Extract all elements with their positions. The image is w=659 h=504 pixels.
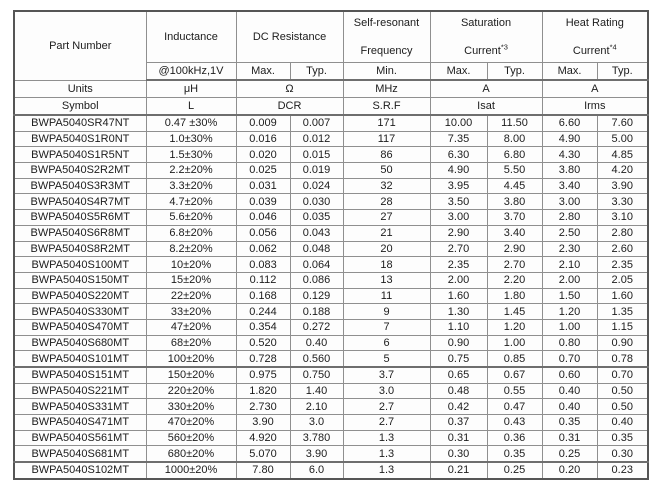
- cell-isat-typ: 0.43: [487, 415, 542, 431]
- cell-isat-max: 4.90: [430, 163, 487, 179]
- cell-dcr-typ: 0.086: [290, 272, 343, 288]
- cell-isat-max: 3.50: [430, 194, 487, 210]
- header-irms-typ: Typ.: [597, 63, 648, 81]
- cell-srf-min: 7: [343, 319, 430, 335]
- cell-irms-max: 0.70: [542, 351, 597, 367]
- cell-dcr-typ: 0.035: [290, 210, 343, 226]
- cell-inductance: 1.5±30%: [146, 147, 236, 163]
- cell-inductance: 220±20%: [146, 383, 236, 399]
- cell-isat-max: 0.30: [430, 446, 487, 462]
- cell-dcr-typ: 0.024: [290, 178, 343, 194]
- header-inductance-condition: @100kHz,1V: [146, 63, 236, 81]
- cell-dcr-typ: 0.007: [290, 115, 343, 131]
- cell-isat-max: 1.30: [430, 304, 487, 320]
- cell-part-number: BWPA5040S4R7MT: [14, 194, 146, 210]
- cell-part-number: BWPA5040S681MT: [14, 446, 146, 462]
- table-row: [14, 367, 648, 383]
- cell-srf-min: 2.7: [343, 415, 430, 431]
- cell-dcr-max: 1.820: [236, 383, 290, 399]
- cell-part-number: BWPA5040S3R3MT: [14, 178, 146, 194]
- table-row: [14, 210, 648, 226]
- cell-srf-min: 117: [343, 131, 430, 147]
- header-heat-rating-line2: Current$^{*4}$: [572, 41, 617, 57]
- cell-part-number: BWPA5040S150MT: [14, 272, 146, 288]
- table-row: [14, 257, 648, 273]
- cell-irms-typ: 2.35: [597, 257, 648, 273]
- cell-isat-typ: 0.47: [487, 399, 542, 415]
- cell-inductance: 5.6±20%: [146, 210, 236, 226]
- cell-part-number: BWPA5040S470MT: [14, 319, 146, 335]
- header-part-number-label: Part Number: [49, 39, 112, 52]
- cell-isat-max: 0.21: [430, 462, 487, 479]
- table-row: [14, 430, 648, 446]
- header-saturation-line1: Saturation: [460, 16, 512, 29]
- cell-isat-max: 6.30: [430, 147, 487, 163]
- header-irms-max: Max.: [542, 63, 597, 81]
- cell-irms-max: 0.40: [542, 399, 597, 415]
- cell-dcr-max: 5.070: [236, 446, 290, 462]
- cell-inductance: 6.8±20%: [146, 225, 236, 241]
- cell-dcr-typ: 3.0: [290, 415, 343, 431]
- table-row: [14, 319, 648, 335]
- cell-isat-max: 0.42: [430, 399, 487, 415]
- cell-part-number: BWPA5040S331MT: [14, 399, 146, 415]
- cell-inductance: 1.0±30%: [146, 131, 236, 147]
- cell-isat-typ: 5.50: [487, 163, 542, 179]
- table-row: [14, 163, 648, 179]
- cell-isat-max: 2.00: [430, 272, 487, 288]
- cell-irms-max: 0.60: [542, 367, 597, 383]
- cell-irms-max: 0.25: [542, 446, 597, 462]
- cell-isat-max: 1.10: [430, 319, 487, 335]
- cell-irms-typ: 2.80: [597, 225, 648, 241]
- header-saturation-line2: Current$^{*3}$: [464, 41, 508, 57]
- cell-part-number: BWPA5040S6R8MT: [14, 225, 146, 241]
- cell-irms-typ: 0.50: [597, 399, 648, 415]
- units-inductance: μH: [146, 80, 236, 98]
- cell-inductance: 150±20%: [146, 367, 236, 383]
- cell-isat-typ: 3.70: [487, 210, 542, 226]
- cell-srf-min: 18: [343, 257, 430, 273]
- cell-irms-max: 0.31: [542, 430, 597, 446]
- cell-srf-min: 27: [343, 210, 430, 226]
- symbol-label: Symbol: [14, 98, 146, 116]
- cell-isat-typ: 4.45: [487, 178, 542, 194]
- cell-inductance: 680±20%: [146, 446, 236, 462]
- cell-srf-min: 50: [343, 163, 430, 179]
- units-dcr: Ω: [236, 80, 343, 98]
- cell-srf-min: 3.7: [343, 367, 430, 383]
- symbol-srf: S.R.F: [343, 98, 430, 116]
- units-isat: A: [430, 80, 542, 98]
- cell-srf-min: 32: [343, 178, 430, 194]
- cell-srf-min: 6: [343, 335, 430, 351]
- cell-isat-typ: 0.55: [487, 383, 542, 399]
- header-self-resonant-frequency: [343, 11, 430, 63]
- cell-isat-max: 2.90: [430, 225, 487, 241]
- cell-isat-max: 10.00: [430, 115, 487, 131]
- table-header: [14, 11, 648, 115]
- table-row: [14, 194, 648, 210]
- cell-dcr-typ: 2.10: [290, 399, 343, 415]
- spec-table: [13, 10, 649, 480]
- cell-inductance: 22±20%: [146, 288, 236, 304]
- cell-isat-max: 3.95: [430, 178, 487, 194]
- cell-srf-min: 1.3: [343, 462, 430, 479]
- header-srf-line2: Frequency: [360, 44, 413, 57]
- cell-irms-max: 0.80: [542, 335, 597, 351]
- cell-inductance: 560±20%: [146, 430, 236, 446]
- table-row: [14, 335, 648, 351]
- cell-part-number: BWPA5040S100MT: [14, 257, 146, 273]
- cell-inductance: 47±20%: [146, 319, 236, 335]
- cell-irms-max: 3.80: [542, 163, 597, 179]
- cell-part-number: BWPA5040S221MT: [14, 383, 146, 399]
- cell-part-number: BWPA5040S151MT: [14, 367, 146, 383]
- cell-part-number: BWPA5040S1R0NT: [14, 131, 146, 147]
- units-label: Units: [14, 80, 146, 98]
- cell-irms-typ: 4.85: [597, 147, 648, 163]
- cell-irms-typ: 5.00: [597, 131, 648, 147]
- cell-isat-max: 3.00: [430, 210, 487, 226]
- table-row: [14, 446, 648, 462]
- cell-dcr-max: 0.244: [236, 304, 290, 320]
- cell-dcr-typ: 0.064: [290, 257, 343, 273]
- symbol-isat: Isat: [430, 98, 542, 116]
- table-row: [14, 147, 648, 163]
- cell-irms-max: 0.35: [542, 415, 597, 431]
- cell-part-number: BWPA5040S220MT: [14, 288, 146, 304]
- cell-irms-typ: 0.40: [597, 415, 648, 431]
- cell-dcr-max: 2.730: [236, 399, 290, 415]
- cell-irms-typ: 0.23: [597, 462, 648, 479]
- cell-irms-max: 1.00: [542, 319, 597, 335]
- cell-srf-min: 20: [343, 241, 430, 257]
- cell-dcr-typ: 0.272: [290, 319, 343, 335]
- cell-isat-max: 0.48: [430, 383, 487, 399]
- header-inductance: [146, 11, 236, 63]
- cell-srf-min: 21: [343, 225, 430, 241]
- cell-isat-typ: 11.50: [487, 115, 542, 131]
- cell-isat-max: 2.35: [430, 257, 487, 273]
- cell-inductance: 10±20%: [146, 257, 236, 273]
- cell-isat-max: 7.35: [430, 131, 487, 147]
- cell-dcr-max: 4.920: [236, 430, 290, 446]
- cell-dcr-max: 0.354: [236, 319, 290, 335]
- cell-irms-max: 4.30: [542, 147, 597, 163]
- cell-dcr-typ: 0.750: [290, 367, 343, 383]
- cell-irms-typ: 0.70: [597, 367, 648, 383]
- cell-srf-min: 86: [343, 147, 430, 163]
- cell-isat-max: 1.60: [430, 288, 487, 304]
- cell-isat-typ: 0.35: [487, 446, 542, 462]
- cell-dcr-typ: 0.188: [290, 304, 343, 320]
- cell-srf-min: 11: [343, 288, 430, 304]
- header-srf-min: Min.: [343, 63, 430, 81]
- heat-rating-footnote-marker: *4: [609, 41, 617, 51]
- cell-irms-max: 2.80: [542, 210, 597, 226]
- cell-dcr-max: 0.083: [236, 257, 290, 273]
- units-srf: MHz: [343, 80, 430, 98]
- cell-isat-max: 0.37: [430, 415, 487, 431]
- header-part-number: [14, 11, 146, 80]
- header-inductance-label: Inductance: [164, 31, 218, 43]
- cell-inductance: 2.2±20%: [146, 163, 236, 179]
- cell-isat-typ: 0.67: [487, 367, 542, 383]
- cell-dcr-max: 0.020: [236, 147, 290, 163]
- cell-inductance: 330±20%: [146, 399, 236, 415]
- table-row: [14, 272, 648, 288]
- cell-isat-max: 0.65: [430, 367, 487, 383]
- cell-part-number: BWPA5040S1R5NT: [14, 147, 146, 163]
- cell-inductance: 15±20%: [146, 272, 236, 288]
- header-heat-rating-current: [542, 11, 648, 63]
- cell-inductance: 1000±20%: [146, 462, 236, 479]
- cell-irms-max: 0.40: [542, 383, 597, 399]
- table-row: [14, 304, 648, 320]
- cell-irms-max: 1.20: [542, 304, 597, 320]
- cell-dcr-max: 0.025: [236, 163, 290, 179]
- cell-dcr-max: 0.031: [236, 178, 290, 194]
- cell-irms-max: 4.90: [542, 131, 597, 147]
- cell-dcr-max: 0.056: [236, 225, 290, 241]
- table-row: [14, 415, 648, 431]
- cell-dcr-typ: 3.90: [290, 446, 343, 462]
- cell-isat-typ: 1.45: [487, 304, 542, 320]
- cell-irms-typ: 0.35: [597, 430, 648, 446]
- cell-irms-max: 2.50: [542, 225, 597, 241]
- cell-irms-max: 2.10: [542, 257, 597, 273]
- cell-irms-max: 0.20: [542, 462, 597, 479]
- cell-irms-max: 2.00: [542, 272, 597, 288]
- cell-srf-min: 2.7: [343, 399, 430, 415]
- cell-part-number: BWPA5040SR47NT: [14, 115, 146, 131]
- cell-irms-typ: 3.30: [597, 194, 648, 210]
- header-saturation-current: [430, 11, 542, 63]
- cell-irms-typ: 3.90: [597, 178, 648, 194]
- table-row: [14, 351, 648, 367]
- cell-irms-typ: 3.10: [597, 210, 648, 226]
- cell-isat-max: 0.75: [430, 351, 487, 367]
- cell-srf-min: 3.0: [343, 383, 430, 399]
- cell-dcr-typ: 0.012: [290, 131, 343, 147]
- cell-irms-typ: 4.20: [597, 163, 648, 179]
- cell-srf-min: 9: [343, 304, 430, 320]
- cell-dcr-typ: 0.129: [290, 288, 343, 304]
- cell-dcr-typ: 0.048: [290, 241, 343, 257]
- cell-dcr-max: 0.168: [236, 288, 290, 304]
- cell-dcr-max: 0.975: [236, 367, 290, 383]
- header-dcr-max: Max.: [236, 63, 290, 81]
- cell-srf-min: 1.3: [343, 430, 430, 446]
- cell-irms-max: 1.50: [542, 288, 597, 304]
- cell-inductance: 4.7±20%: [146, 194, 236, 210]
- table-row: [14, 178, 648, 194]
- cell-dcr-typ: 0.019: [290, 163, 343, 179]
- cell-isat-typ: 2.70: [487, 257, 542, 273]
- table-row: [14, 462, 648, 479]
- table-row: [14, 131, 648, 147]
- cell-isat-typ: 1.80: [487, 288, 542, 304]
- datasheet-page: [13, 10, 649, 480]
- cell-part-number: BWPA5040S561MT: [14, 430, 146, 446]
- cell-part-number: BWPA5040S5R6MT: [14, 210, 146, 226]
- cell-srf-min: 1.3: [343, 446, 430, 462]
- cell-dcr-max: 0.112: [236, 272, 290, 288]
- cell-inductance: 33±20%: [146, 304, 236, 320]
- cell-dcr-max: 0.062: [236, 241, 290, 257]
- cell-dcr-typ: 3.780: [290, 430, 343, 446]
- header-isat-max: Max.: [430, 63, 487, 81]
- units-irms: A: [542, 80, 648, 98]
- cell-dcr-typ: 6.0: [290, 462, 343, 479]
- header-srf-line1: Self-resonant: [353, 16, 420, 29]
- cell-isat-max: 2.70: [430, 241, 487, 257]
- cell-dcr-max: 0.039: [236, 194, 290, 210]
- cell-irms-max: 3.40: [542, 178, 597, 194]
- saturation-footnote-marker: *3: [500, 41, 508, 51]
- cell-isat-typ: 0.85: [487, 351, 542, 367]
- cell-dcr-typ: 0.030: [290, 194, 343, 210]
- header-dcr-typ: Typ.: [290, 63, 343, 81]
- header-heat-rating-line1: Heat Rating: [565, 16, 624, 29]
- cell-part-number: BWPA5040S680MT: [14, 335, 146, 351]
- cell-isat-typ: 0.25: [487, 462, 542, 479]
- table-row: [14, 241, 648, 257]
- cell-srf-min: 171: [343, 115, 430, 131]
- cell-isat-max: 0.31: [430, 430, 487, 446]
- cell-part-number: BWPA5040S2R2MT: [14, 163, 146, 179]
- cell-dcr-typ: 0.560: [290, 351, 343, 367]
- cell-dcr-max: 0.728: [236, 351, 290, 367]
- cell-isat-typ: 8.00: [487, 131, 542, 147]
- symbol-row: [14, 98, 648, 116]
- cell-dcr-typ: 1.40: [290, 383, 343, 399]
- cell-irms-typ: 7.60: [597, 115, 648, 131]
- cell-irms-typ: 0.78: [597, 351, 648, 367]
- cell-isat-typ: 2.20: [487, 272, 542, 288]
- table-row: [14, 115, 648, 131]
- cell-irms-typ: 2.05: [597, 272, 648, 288]
- header-dc-resistance-label: DC Resistance: [252, 31, 327, 43]
- cell-part-number: BWPA5040S330MT: [14, 304, 146, 320]
- cell-inductance: 0.47 ±30%: [146, 115, 236, 131]
- cell-isat-typ: 1.00: [487, 335, 542, 351]
- cell-srf-min: 5: [343, 351, 430, 367]
- cell-isat-typ: 3.80: [487, 194, 542, 210]
- cell-irms-typ: 1.35: [597, 304, 648, 320]
- cell-inductance: 100±20%: [146, 351, 236, 367]
- units-row: [14, 80, 648, 98]
- cell-irms-typ: 1.15: [597, 319, 648, 335]
- cell-dcr-max: 0.046: [236, 210, 290, 226]
- cell-irms-max: 3.00: [542, 194, 597, 210]
- table-row: [14, 383, 648, 399]
- cell-dcr-max: 0.520: [236, 335, 290, 351]
- cell-inductance: 8.2±20%: [146, 241, 236, 257]
- cell-inductance: 68±20%: [146, 335, 236, 351]
- cell-irms-typ: 0.90: [597, 335, 648, 351]
- cell-part-number: BWPA5040S101MT: [14, 351, 146, 367]
- cell-irms-typ: 2.60: [597, 241, 648, 257]
- cell-dcr-typ: 0.043: [290, 225, 343, 241]
- symbol-irms: Irms: [542, 98, 648, 116]
- cell-srf-min: 13: [343, 272, 430, 288]
- cell-dcr-max: 7.80: [236, 462, 290, 479]
- cell-isat-max: 0.90: [430, 335, 487, 351]
- cell-part-number: BWPA5040S102MT: [14, 462, 146, 479]
- cell-inductance: 470±20%: [146, 415, 236, 431]
- table-row: [14, 288, 648, 304]
- cell-isat-typ: 2.90: [487, 241, 542, 257]
- table-body: [14, 115, 648, 479]
- header-row-titles: [14, 11, 648, 63]
- cell-dcr-typ: 0.40: [290, 335, 343, 351]
- cell-isat-typ: 1.20: [487, 319, 542, 335]
- cell-irms-typ: 0.30: [597, 446, 648, 462]
- header-isat-typ: Typ.: [487, 63, 542, 81]
- cell-inductance: 3.3±20%: [146, 178, 236, 194]
- symbol-dcr: DCR: [236, 98, 343, 116]
- table-row: [14, 225, 648, 241]
- header-dc-resistance: [236, 11, 343, 63]
- cell-irms-typ: 1.60: [597, 288, 648, 304]
- cell-irms-max: 6.60: [542, 115, 597, 131]
- cell-part-number: BWPA5040S471MT: [14, 415, 146, 431]
- cell-dcr-max: 0.009: [236, 115, 290, 131]
- symbol-inductance: L: [146, 98, 236, 116]
- cell-dcr-max: 3.90: [236, 415, 290, 431]
- cell-dcr-typ: 0.015: [290, 147, 343, 163]
- table-row: [14, 399, 648, 415]
- cell-irms-max: 2.30: [542, 241, 597, 257]
- cell-isat-typ: 0.36: [487, 430, 542, 446]
- cell-dcr-max: 0.016: [236, 131, 290, 147]
- cell-srf-min: 28: [343, 194, 430, 210]
- cell-isat-typ: 3.40: [487, 225, 542, 241]
- cell-irms-typ: 0.50: [597, 383, 648, 399]
- cell-isat-typ: 6.80: [487, 147, 542, 163]
- cell-part-number: BWPA5040S8R2MT: [14, 241, 146, 257]
